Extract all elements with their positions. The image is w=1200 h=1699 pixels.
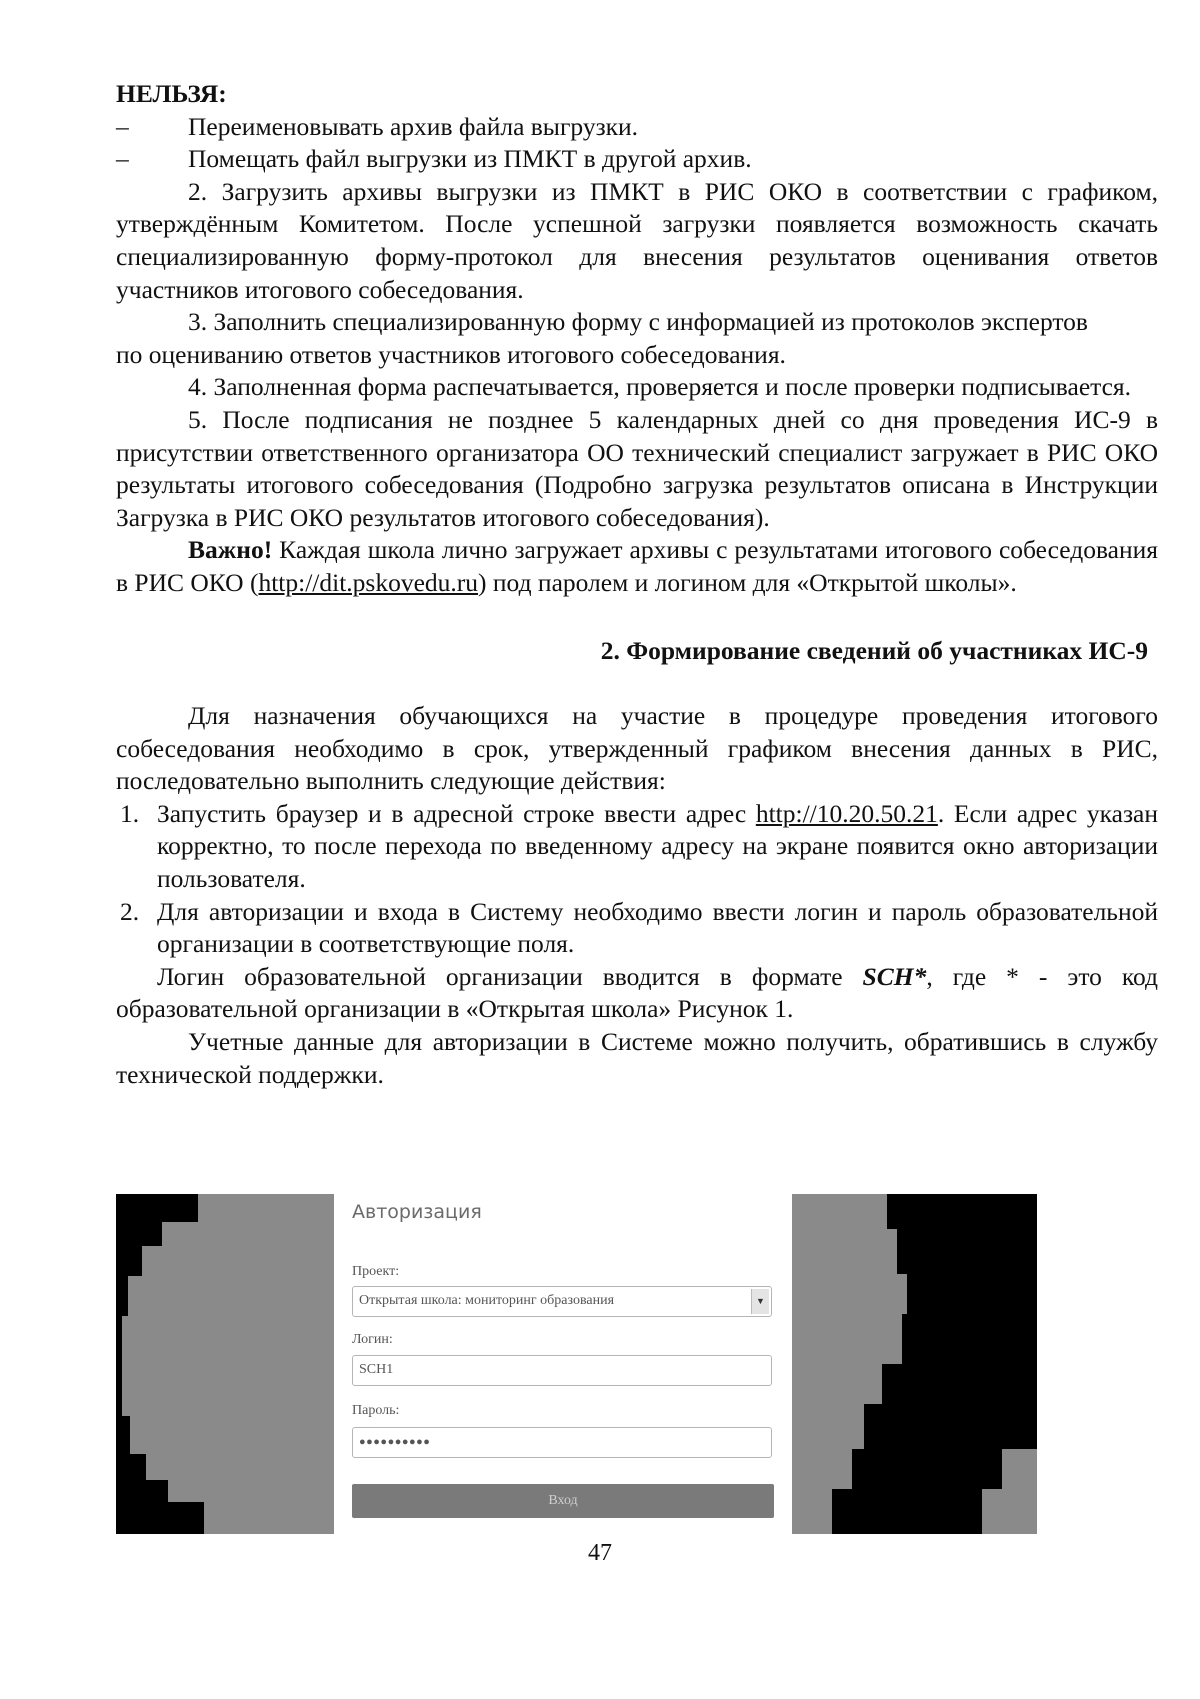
project-select[interactable] [352,1286,772,1317]
login-format-text: Логин образовательной организации вводится в формате [157,961,863,991]
dark-pixel-block [116,1480,168,1502]
dark-pixel-block [116,1502,204,1534]
dark-pixel-block [864,1404,1037,1449]
dark-pixel-block [116,1276,128,1316]
dark-pixel-block [852,1449,1002,1489]
step-2-paragraph: 2. Загрузить архивы выгрузки из ПМКТ в РИС ОКО в соответствии с графиком, утверждённым Комитетом. После успешной загрузки появляется возможность скачать специализированную форму-протокол для внесения результатов оценивания ответов участников итогового собеседования. [116,176,1158,304]
prohibition-item [116,143,1158,176]
step-3-continuation: по оцениванию ответов участников итогового собеседования. [116,339,786,369]
page-number: 47 [588,1540,612,1566]
right-background-region [792,1194,1037,1534]
project-label: Проект: [352,1264,400,1279]
item-1-text-end: . Если адрес указан корректно, то после перехода по введенному адресу на экране появится окно авторизации пользователя. [157,798,1158,894]
important-paragraph [116,534,1158,599]
left-background-region [116,1194,334,1534]
auth-title: Авторизация [352,1201,482,1223]
dit-link[interactable]: http://dit.pskovedu.ru [258,567,479,597]
intro-paragraph: Для назначения обучающихся на участие в процедуре проведения итогового собеседования необходимо в срок, утвержденный графиком внесения данных в РИС, последовательно выполнить следующие действия: [116,701,1158,796]
project-value: Открытая школа: мониторинг образования [359,1293,615,1308]
important-text-end: ) под паролем и логином для «Открытой школы». [478,567,1017,597]
nelzya-heading: НЕЛЬЗЯ: [116,79,227,108]
login-code: SCH* [862,961,927,991]
important-label: Важно! [188,535,273,565]
dark-pixel-block [116,1222,162,1246]
dark-pixel-block [116,1194,198,1222]
numbered-item-1 [116,798,1158,896]
dash-marker: – [116,144,129,174]
auth-screenshot-figure [116,1194,1037,1534]
section-heading: 2. Формирование сведений об участниках ИС-9 [600,635,1148,665]
auth-window [334,1194,792,1534]
dash-marker: – [116,111,129,141]
chevron-down-icon[interactable]: ▼ [751,1289,769,1314]
prohibition-text: Помещать файл выгрузки из ПМКТ в другой архив. [188,144,752,174]
number-marker: 1. [120,798,140,828]
item-1-text: Запустить браузер и в адресной строке ввести адрес [157,798,756,828]
support-paragraph: Учетные данные для авторизации в Системе можно получить, обратившись в службу технической поддержки. [116,1027,1158,1089]
login-format-text-end: , где * - это код образовательной организации в «Открытая школа» Рисунок 1. [116,961,1158,1024]
dark-pixel-block [116,1316,122,1416]
login-button[interactable]: Вход [352,1484,774,1518]
dark-pixel-block [832,1489,982,1534]
login-label: Логин: [352,1332,393,1347]
prohibition-item [116,111,1158,144]
number-marker: 2. [120,896,140,926]
dark-pixel-block [907,1274,1037,1314]
dark-pixel-block [887,1194,1037,1229]
dark-pixel-block [902,1314,1037,1364]
login-format-paragraph [116,961,1158,1026]
server-address-link[interactable]: http://10.20.50.21 [755,798,938,828]
password-label: Пароль: [352,1403,400,1418]
password-input[interactable]: ●●●●●●●●●● [352,1427,772,1458]
login-input[interactable]: SCH1 [352,1355,772,1386]
document-body [116,78,1158,1091]
dark-pixel-block [116,1416,130,1454]
numbered-item-2 [116,896,1158,961]
dark-pixel-block [897,1229,1037,1274]
dark-pixel-block [116,1246,142,1276]
important-text: Каждая школа лично загружает архивы с результатами итогового собеседования в РИС ОКО ( [116,535,1158,597]
step-3-paragraph: 3. Заполнить специализированную форму с информацией из протоколов экспертов [188,307,1088,337]
step-5-paragraph: 5. После подписания не позднее 5 календарных дней со дня проведения ИС-9 в присутствии ответственного организатора ОО технический специалист загружает в РИС ОКО результаты итогового собеседования (Подробно загрузка результатов описана в Инструкции Загрузка в РИС ОКО результатов итогового собеседования). [116,404,1158,532]
step-4-paragraph: 4. Заполненная форма распечатывается, проверяется и после проверки подписывается. [188,372,1132,402]
prohibition-text: Переименовывать архив файла выгрузки. [188,111,639,141]
dark-pixel-block [116,1454,146,1480]
item-2-text: Для авторизации и входа в Систему необходимо ввести логин и пароль образовательной организации в соответствующие поля. [157,896,1158,959]
dark-pixel-block [882,1364,1037,1404]
